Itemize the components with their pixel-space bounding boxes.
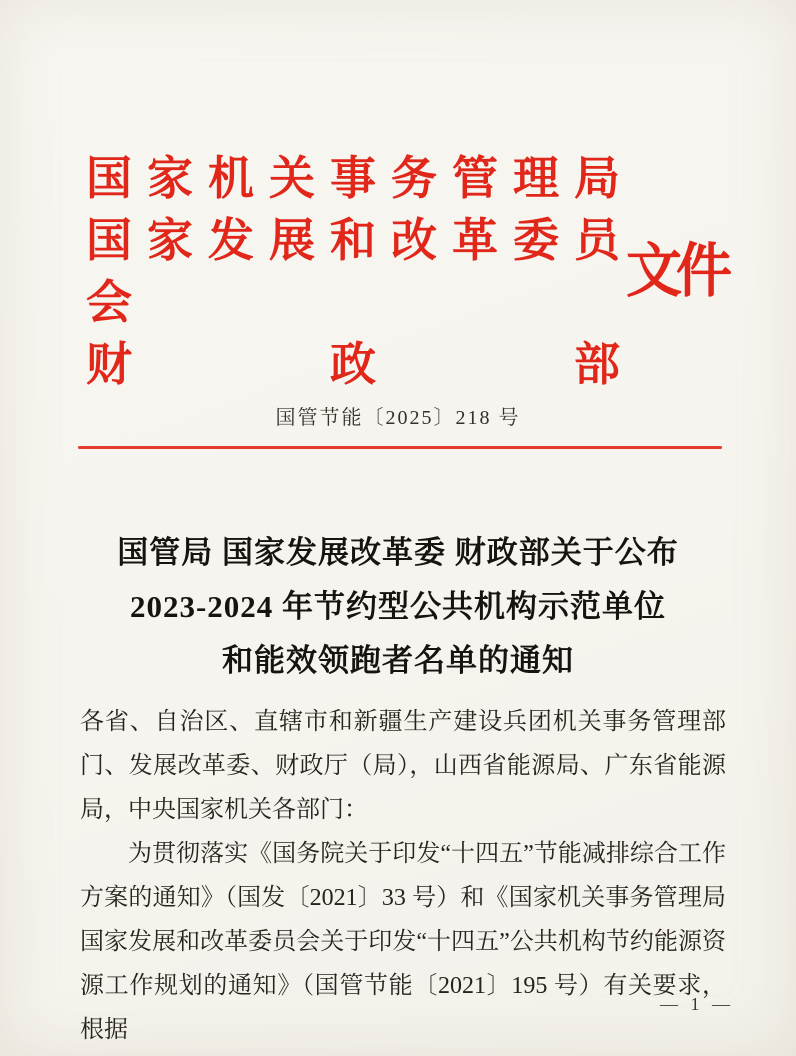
document-number: 国管节能〔2025〕218 号: [275, 407, 521, 429]
agency-names: [86, 148, 620, 396]
document-title: [40, 526, 756, 688]
body-paragraph-1: 为贯彻落实《国务院关于印发“十四五”节能减排综合工作方案的通知》（国发〔2021〕33 号）和《国家机关事务管理局 国家发展和改革委员会关于印发“十四五”公共机构节约能源资源工作规划的通知》（国管节能〔2021〕195 号）有关要求，根据: [80, 841, 726, 1043]
title-line-3: 和能效领跑者名单的通知: [222, 643, 574, 678]
document-body: [80, 700, 726, 1052]
page-number: — 1 —: [660, 994, 734, 1014]
document-label-wenjian: 文件: [626, 239, 726, 305]
salutation-paragraph: 各省、自治区、直辖市和新疆生产建设兵团机关事务管理部门、发展改革委、财政厅（局），山西省能源局、广东省能源局，中央国家机关各部门：: [80, 709, 726, 823]
red-divider-line: [78, 446, 722, 449]
title-line-1: 国管局 国家发展改革委 财政部关于公布: [117, 535, 679, 570]
agency-name-caizhengbu: 财 政 部: [86, 339, 620, 390]
title-line-2: 2023-2024 年节约型公共机构示范单位: [129, 589, 667, 624]
agency-name-fagaiwei: 国 家 发 展 和 改 革 委 员 会: [86, 215, 620, 328]
letterhead: [86, 148, 726, 396]
agency-name-guanliju: 国 家 机 关 事 务 管 理 局: [86, 153, 620, 204]
